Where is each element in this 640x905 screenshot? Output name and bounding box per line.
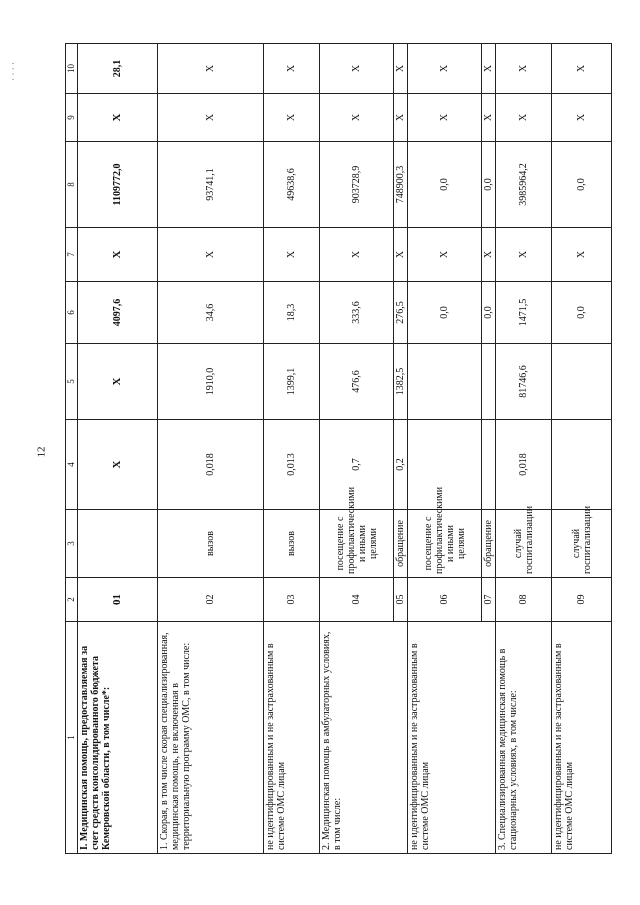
- col-header: 9: [66, 94, 78, 142]
- cell: 34,6: [158, 282, 264, 344]
- cell: X: [482, 44, 496, 94]
- cell: X: [78, 94, 158, 142]
- cell: X: [496, 44, 552, 94]
- table-row: [496, 44, 552, 854]
- cell: 476,6: [320, 344, 394, 420]
- col-header: 3: [66, 510, 78, 578]
- cell: X: [320, 228, 394, 282]
- cell: вызов: [158, 510, 264, 578]
- cell: X: [78, 420, 158, 510]
- cell: 1399,1: [264, 344, 320, 420]
- col-header: 5: [66, 344, 78, 420]
- rotated-table-wrapper: [65, 44, 593, 854]
- cell: 0,0: [482, 142, 496, 228]
- cell: случай госпитализации: [496, 510, 552, 578]
- header-row: [66, 44, 78, 854]
- cell: [408, 344, 482, 420]
- row-label: 2. Медицинская помощь в амбулаторных условиях, в том числе:: [320, 622, 408, 854]
- cell: X: [158, 44, 264, 94]
- cell: X: [264, 94, 320, 142]
- cell: [552, 420, 612, 510]
- table-row: [78, 44, 158, 854]
- cell: обращение: [394, 510, 408, 578]
- row-label: 3. Специализированная медицинская помощь в стационарных условиях, в том числе:: [496, 622, 552, 854]
- cell: 333,6: [320, 282, 394, 344]
- data-table: [65, 43, 612, 854]
- cell: X: [408, 228, 482, 282]
- cell: 748900,3: [394, 142, 408, 228]
- cell: X: [394, 228, 408, 282]
- cell: 276,5: [394, 282, 408, 344]
- row-label: не идентифицированным и не застрахованным в системе ОМС лицам: [408, 622, 496, 854]
- cell: 08: [496, 578, 552, 622]
- col-header: 7: [66, 228, 78, 282]
- row-label: I. Медицинская помощь, предоставляемая за счет средств консолидированного бюджета Кемеровской области, в том числе*:: [78, 622, 158, 854]
- cell: X: [408, 44, 482, 94]
- col-header: 1: [66, 622, 78, 854]
- cell: X: [394, 44, 408, 94]
- cell: X: [552, 44, 612, 94]
- cell: обращение: [482, 510, 496, 578]
- cell: 01: [78, 578, 158, 622]
- cell: 0,013: [264, 420, 320, 510]
- col-header: 8: [66, 142, 78, 228]
- cell: 04: [320, 578, 394, 622]
- cell: 0,0: [408, 142, 482, 228]
- cell: 0,2: [394, 420, 408, 510]
- cell: 4097,6: [78, 282, 158, 344]
- col-header: 2: [66, 578, 78, 622]
- cell: 1471,5: [496, 282, 552, 344]
- cell: X: [496, 228, 552, 282]
- col-header: 10: [66, 44, 78, 94]
- cell: X: [78, 344, 158, 420]
- table-row: [408, 44, 482, 854]
- cell: 3985964,2: [496, 142, 552, 228]
- margin-marks: · · · ·: [8, 62, 18, 81]
- cell: 0,0: [552, 142, 612, 228]
- cell: [482, 344, 496, 420]
- row-label: не идентифицированным и не застрахованным в системе ОМС лицам: [552, 622, 612, 854]
- cell: X: [552, 228, 612, 282]
- col-header: 4: [66, 420, 78, 510]
- table-row: [320, 44, 394, 854]
- cell: 09: [552, 578, 612, 622]
- cell: посещение с профилактическими и иными целями: [320, 510, 394, 578]
- cell: 03: [264, 578, 320, 622]
- cell: 0,018: [158, 420, 264, 510]
- cell: 28,1: [78, 44, 158, 94]
- cell: 1910,0: [158, 344, 264, 420]
- cell: 07: [482, 578, 496, 622]
- cell: вызов: [264, 510, 320, 578]
- cell: X: [408, 94, 482, 142]
- table-row: [158, 44, 264, 854]
- cell: X: [552, 94, 612, 142]
- cell: 1109772,0: [78, 142, 158, 228]
- cell: 0,018: [496, 420, 552, 510]
- cell: 903728,9: [320, 142, 394, 228]
- cell: 0,0: [482, 282, 496, 344]
- cell: посещение с профилактическими и иными целями: [408, 510, 482, 578]
- cell: 02: [158, 578, 264, 622]
- cell: X: [320, 44, 394, 94]
- cell: [552, 344, 612, 420]
- cell: X: [482, 94, 496, 142]
- cell: [482, 420, 496, 510]
- cell: X: [394, 94, 408, 142]
- table-row: [264, 44, 320, 854]
- cell: [408, 420, 482, 510]
- page-number: 12: [35, 446, 48, 458]
- cell: X: [264, 44, 320, 94]
- row-label: 1. Скорая, в том числе скорая специализированная, медицинская помощь, не включенная в территориальную программу ОМС, в том числе:: [158, 622, 264, 854]
- table-row: [552, 44, 612, 854]
- cell: 06: [408, 578, 482, 622]
- cell: 49638,6: [264, 142, 320, 228]
- cell: 0,7: [320, 420, 394, 510]
- cell: 0,0: [552, 282, 612, 344]
- cell: 0,0: [408, 282, 482, 344]
- row-label: не идентифицированным и не застрахованным в системе ОМС лицам: [264, 622, 320, 854]
- cell: 18,3: [264, 282, 320, 344]
- cell: 05: [394, 578, 408, 622]
- cell: [78, 510, 158, 578]
- col-header: 6: [66, 282, 78, 344]
- cell: X: [482, 228, 496, 282]
- cell: X: [320, 94, 394, 142]
- cell: случай госпитализации: [552, 510, 612, 578]
- cell: 93741,1: [158, 142, 264, 228]
- cell: 81746,6: [496, 344, 552, 420]
- cell: X: [496, 94, 552, 142]
- cell: X: [264, 228, 320, 282]
- cell: 1382,5: [394, 344, 408, 420]
- cell: X: [158, 94, 264, 142]
- cell: X: [158, 228, 264, 282]
- cell: X: [78, 228, 158, 282]
